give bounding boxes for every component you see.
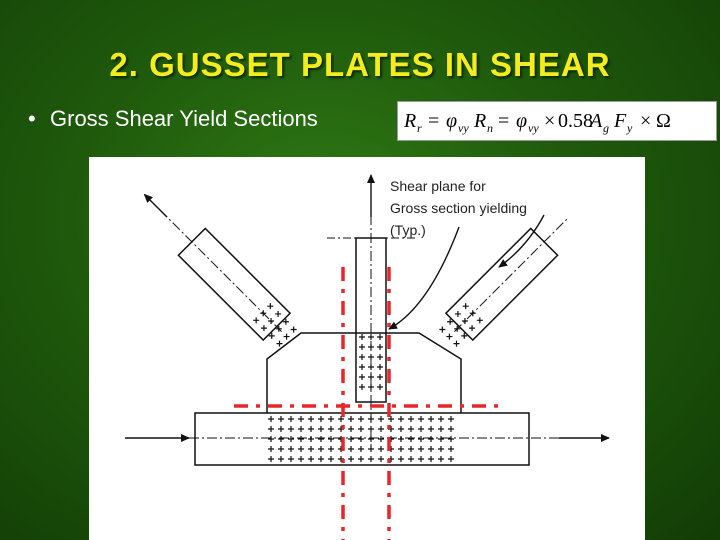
- bolt-mark: [463, 303, 469, 309]
- bolt-mark: [298, 416, 304, 422]
- bolt-mark: [408, 426, 414, 432]
- bolt-mark: [378, 446, 384, 452]
- formula-area-sub: g: [603, 121, 609, 135]
- formula-phi-sub-1: vy: [458, 121, 469, 135]
- bolt-mark: [418, 426, 424, 432]
- bolt-mark: [428, 416, 434, 422]
- bolt-mark: [348, 436, 354, 442]
- bolt-mark: [428, 426, 434, 432]
- bolt-mark: [318, 446, 324, 452]
- bolt-mark: [277, 341, 283, 347]
- formula-area: A: [590, 110, 603, 132]
- bolt-mark: [368, 374, 374, 380]
- bolt-mark: [438, 416, 444, 422]
- shear-planes: [234, 267, 499, 540]
- bolt-mark: [261, 325, 267, 331]
- bolt-mark: [398, 446, 404, 452]
- annotation-line-3: (Typ.): [390, 222, 426, 238]
- bolt-mark: [358, 456, 364, 462]
- bolt-mark: [359, 354, 365, 360]
- bolt-mark: [348, 416, 354, 422]
- bolt-mark: [398, 426, 404, 432]
- bolt-mark: [298, 446, 304, 452]
- bolt-mark: [368, 416, 374, 422]
- bullet-text: Gross Shear Yield Sections: [50, 106, 318, 131]
- bolt-mark: [318, 416, 324, 422]
- bolt-mark: [348, 426, 354, 432]
- bolt-mark: [368, 426, 374, 432]
- bolt-mark: [377, 354, 383, 360]
- bolt-mark: [398, 456, 404, 462]
- bolt-mark: [275, 311, 281, 317]
- bolt-mark: [328, 416, 334, 422]
- bolt-mark: [378, 456, 384, 462]
- bolt-mark: [268, 416, 274, 422]
- gusset-plate: [267, 333, 461, 413]
- bolt-mark: [288, 436, 294, 442]
- bolt-mark: [308, 436, 314, 442]
- bolt-mark: [368, 344, 374, 350]
- bolt-mark: [348, 446, 354, 452]
- formula-phi-2: φ: [516, 110, 528, 132]
- bolt-mark: [408, 446, 414, 452]
- bolt-mark: [448, 436, 454, 442]
- formula-equals-2: =: [498, 110, 510, 132]
- formula-times-2: ×: [640, 110, 652, 132]
- bolt-mark: [268, 426, 274, 432]
- bolt-mark: [453, 341, 459, 347]
- formula-omega: Ω: [656, 110, 671, 132]
- formula-times-1: ×: [544, 110, 556, 132]
- bolt-mark: [469, 325, 475, 331]
- bolt-mark: [328, 426, 334, 432]
- bullet-symbol: •: [28, 106, 36, 131]
- bolt-mark: [446, 334, 452, 340]
- bolt-mark: [359, 364, 365, 370]
- bolt-mark: [278, 436, 284, 442]
- bolt-mark: [284, 334, 290, 340]
- bolt-mark: [291, 327, 297, 333]
- bolt-mark: [448, 446, 454, 452]
- bolt-mark: [378, 416, 384, 422]
- leader-arrow-right: [499, 215, 544, 267]
- bolt-mark: [368, 446, 374, 452]
- bolt-mark: [377, 384, 383, 390]
- bolt-mark: [455, 311, 461, 317]
- bolt-mark: [298, 436, 304, 442]
- bolt-mark: [358, 416, 364, 422]
- bolt-mark: [368, 364, 374, 370]
- formula-fy-sub: y: [627, 121, 633, 135]
- formula-fy: F: [614, 110, 627, 132]
- bullet-item: [28, 106, 318, 132]
- bolt-mark: [398, 416, 404, 422]
- bolt-mark: [308, 426, 314, 432]
- bolt-mark: [378, 426, 384, 432]
- bolt-mark: [408, 416, 414, 422]
- bolt-mark: [328, 446, 334, 452]
- bolt-mark: [359, 374, 365, 380]
- formula-equation: [398, 102, 716, 140]
- bolt-mark: [308, 446, 314, 452]
- bolt-mark: [268, 456, 274, 462]
- bolt-mark: [267, 303, 273, 309]
- bolt-mark: [328, 436, 334, 442]
- bolt-mark: [418, 456, 424, 462]
- bolt-mark: [408, 436, 414, 442]
- bolt-mark: [377, 374, 383, 380]
- bolt-mark: [278, 426, 284, 432]
- bolt-mark: [358, 446, 364, 452]
- bolt-mark: [368, 456, 374, 462]
- bolt-mark: [438, 426, 444, 432]
- annotation-line-1: Shear plane for: [390, 178, 486, 194]
- bolt-mark: [358, 426, 364, 432]
- bolt-mark: [268, 436, 274, 442]
- bolt-mark: [377, 364, 383, 370]
- bolt-mark: [438, 436, 444, 442]
- bolt-mark: [278, 446, 284, 452]
- bolt-mark: [278, 456, 284, 462]
- bolt-mark: [328, 456, 334, 462]
- bolt-mark: [288, 426, 294, 432]
- bolt-mark: [253, 317, 259, 323]
- gusset-diagram: [89, 157, 645, 540]
- bolt-mark: [278, 416, 284, 422]
- bolt-mark: [448, 426, 454, 432]
- bolt-mark: [439, 327, 445, 333]
- bolt-mark: [428, 456, 434, 462]
- bolt-mark: [448, 456, 454, 462]
- bolt-mark: [378, 436, 384, 442]
- leader-arrow-left: [389, 227, 459, 329]
- bolt-mark: [288, 456, 294, 462]
- bolt-mark: [398, 436, 404, 442]
- bolt-mark: [368, 384, 374, 390]
- bolt-mark: [408, 456, 414, 462]
- formula-equals-1: =: [428, 110, 440, 132]
- formula-phi-sub-2: vy: [528, 121, 539, 135]
- bolt-mark: [318, 426, 324, 432]
- bolt-mark: [298, 456, 304, 462]
- slide-title: 2. GUSSET PLATES IN SHEAR: [109, 46, 611, 83]
- bolt-mark: [298, 426, 304, 432]
- bolt-mark: [368, 354, 374, 360]
- bolt-mark: [368, 436, 374, 442]
- formula-rn: R: [474, 110, 487, 132]
- bolt-mark: [359, 334, 365, 340]
- bolt-mark: [288, 446, 294, 452]
- right-diagonal-member: [441, 204, 582, 345]
- formula-phi-1: φ: [446, 110, 458, 132]
- bolt-mark: [438, 456, 444, 462]
- bolt-mark: [308, 456, 314, 462]
- bolt-mark: [428, 446, 434, 452]
- bolt-mark: [377, 334, 383, 340]
- bolt-mark: [462, 318, 468, 324]
- bolt-mark: [358, 436, 364, 442]
- bolt-mark: [359, 384, 365, 390]
- bolt-mark: [418, 446, 424, 452]
- bolt-mark: [288, 416, 294, 422]
- bolt-mark: [268, 446, 274, 452]
- formula-coefficient: 0.58: [558, 110, 593, 132]
- formula-image: [397, 101, 717, 141]
- bolt-mark: [428, 436, 434, 442]
- bolt-mark: [318, 456, 324, 462]
- bolt-mark: [268, 318, 274, 324]
- formula-lhs: R: [404, 110, 417, 132]
- bolt-mark: [368, 334, 374, 340]
- annotation-line-2: Gross section yielding: [390, 200, 527, 216]
- bolt-mark: [438, 446, 444, 452]
- bolt-mark: [377, 344, 383, 350]
- bolt-mark: [348, 456, 354, 462]
- bolt-mark: [418, 436, 424, 442]
- formula-rn-sub: n: [487, 121, 493, 135]
- bolt-mark: [448, 416, 454, 422]
- gusset-diagram-svg: [89, 157, 645, 540]
- formula-lhs-sub: r: [417, 121, 422, 135]
- bolt-mark: [418, 416, 424, 422]
- bolt-mark: [477, 317, 483, 323]
- bolt-mark: [359, 344, 365, 350]
- bolt-mark: [318, 436, 324, 442]
- bolt-mark: [308, 416, 314, 422]
